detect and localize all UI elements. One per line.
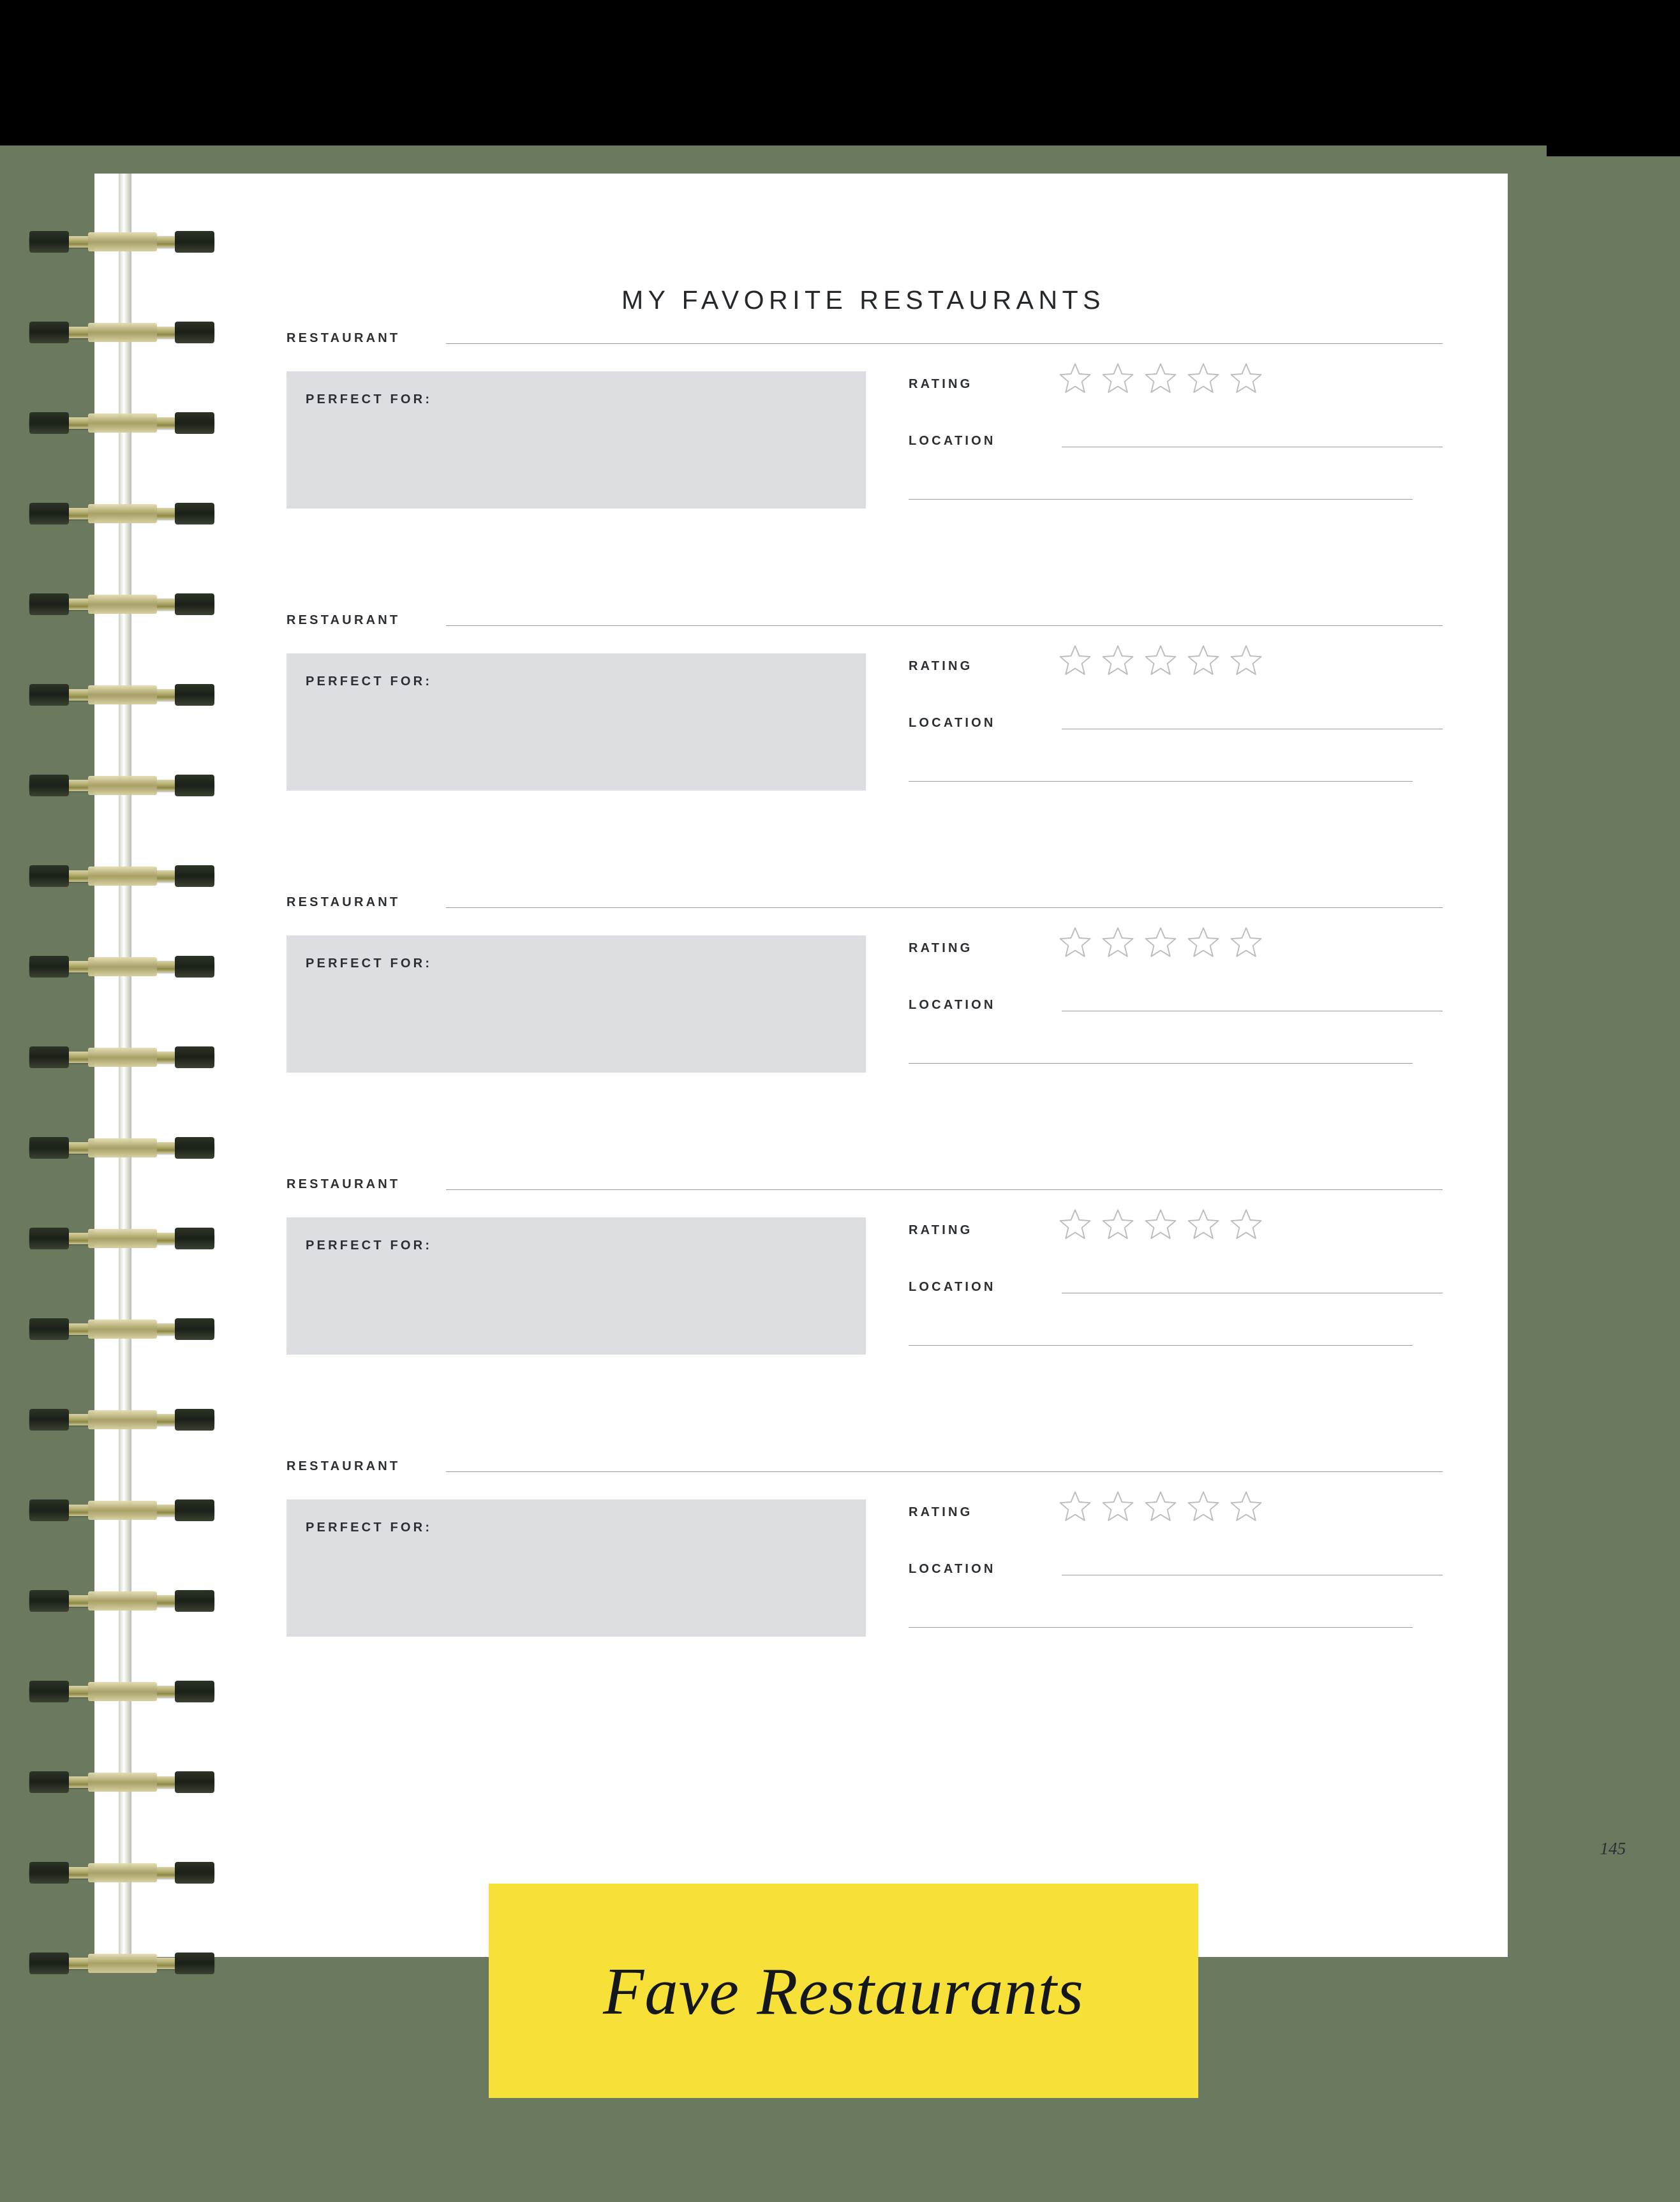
restaurant-write-line[interactable] [446, 343, 1443, 344]
star-icon[interactable] [1228, 1488, 1265, 1525]
spiral-coil [29, 1950, 214, 1977]
location-label: LOCATION [909, 434, 996, 448]
notes-write-line[interactable] [909, 499, 1413, 500]
star-icon[interactable] [1142, 1206, 1179, 1243]
restaurant-entry [286, 1173, 1443, 1454]
restaurant-label: RESTAURANT [286, 1459, 401, 1473]
notes-write-line[interactable] [909, 1063, 1413, 1064]
rating-label: RATING [909, 376, 973, 391]
star-icon[interactable] [1099, 924, 1136, 961]
notes-write-line[interactable] [909, 781, 1413, 782]
restaurant-name-field[interactable] [286, 1455, 1443, 1478]
journal-page [219, 174, 1508, 1957]
restaurant-name-field[interactable] [286, 609, 1443, 632]
spiral-coil [29, 319, 214, 346]
star-icon[interactable] [1057, 1488, 1094, 1525]
star-icon[interactable] [1228, 924, 1265, 961]
rating-label: RATING [909, 1505, 973, 1519]
star-icon[interactable] [1142, 924, 1179, 961]
star-icon[interactable] [1099, 1488, 1136, 1525]
star-icon[interactable] [1099, 1206, 1136, 1243]
star-icon[interactable] [1142, 360, 1179, 397]
restaurant-write-line[interactable] [446, 625, 1443, 626]
star-rating[interactable] [1057, 371, 1265, 397]
star-icon[interactable] [1099, 360, 1136, 397]
restaurant-entry [286, 891, 1443, 1172]
star-icon[interactable] [1228, 1206, 1265, 1243]
restaurant-label: RESTAURANT [286, 1177, 401, 1191]
perfect-for-label: PERFECT FOR: [306, 1521, 433, 1535]
star-icon[interactable] [1057, 1206, 1094, 1243]
spiral-coil [29, 1134, 214, 1161]
spiral-coil [29, 1225, 214, 1252]
restaurant-label: RESTAURANT [286, 895, 401, 909]
spiral-coil [29, 1769, 214, 1796]
rating-row [909, 1217, 1443, 1243]
star-icon[interactable] [1185, 1488, 1222, 1525]
restaurant-name-field[interactable] [286, 327, 1443, 350]
spiral-coil [29, 863, 214, 889]
spiral-coil [29, 1678, 214, 1705]
perfect-for-field[interactable] [286, 653, 866, 791]
location-field[interactable] [909, 716, 1443, 731]
rating-row [909, 1499, 1443, 1525]
star-rating[interactable] [1057, 653, 1265, 679]
notes-write-line[interactable] [909, 1627, 1413, 1628]
location-label: LOCATION [909, 998, 996, 1012]
perfect-for-field[interactable] [286, 1217, 866, 1355]
spiral-coil [29, 228, 214, 255]
star-rating[interactable] [1057, 1499, 1265, 1525]
location-label: LOCATION [909, 716, 996, 730]
star-icon[interactable] [1228, 360, 1265, 397]
restaurant-entry [286, 1455, 1443, 1736]
perfect-for-field[interactable] [286, 935, 866, 1073]
section-tab-label: Fave Restaurants [603, 1953, 1084, 2028]
star-icon[interactable] [1057, 924, 1094, 961]
section-tab [489, 1884, 1198, 2098]
restaurant-name-field[interactable] [286, 891, 1443, 914]
location-label: LOCATION [909, 1562, 996, 1576]
restaurant-label: RESTAURANT [286, 613, 401, 627]
spiral-coil [29, 953, 214, 980]
location-field[interactable] [909, 1562, 1443, 1577]
location-field[interactable] [909, 434, 1443, 449]
spiral-coil [29, 681, 214, 708]
cover-corner-notch [1547, 145, 1680, 156]
rating-label: RATING [909, 941, 973, 955]
star-icon[interactable] [1099, 642, 1136, 679]
spiral-coil [29, 1588, 214, 1614]
perfect-for-label: PERFECT FOR: [306, 674, 433, 688]
perfect-for-field[interactable] [286, 371, 866, 509]
perfect-for-label: PERFECT FOR: [306, 956, 433, 971]
spiral-coil [29, 500, 214, 527]
restaurant-label: RESTAURANT [286, 331, 401, 345]
location-field[interactable] [909, 1280, 1443, 1295]
restaurant-write-line[interactable] [446, 1189, 1443, 1190]
rating-label: RATING [909, 658, 973, 673]
rating-row [909, 935, 1443, 961]
spiral-coil [29, 1316, 214, 1343]
star-icon[interactable] [1142, 642, 1179, 679]
star-icon[interactable] [1057, 360, 1094, 397]
star-icon[interactable] [1228, 642, 1265, 679]
spiral-coil [29, 1859, 214, 1886]
perfect-for-field[interactable] [286, 1499, 866, 1637]
spiral-coil [29, 410, 214, 436]
restaurant-name-field[interactable] [286, 1173, 1443, 1196]
spiral-coil [29, 1044, 214, 1071]
star-rating[interactable] [1057, 1217, 1265, 1243]
page-number: 145 [1600, 1839, 1626, 1858]
spiral-coil [29, 772, 214, 799]
rating-row [909, 653, 1443, 679]
restaurant-write-line[interactable] [446, 907, 1443, 908]
perfect-for-label: PERFECT FOR: [306, 392, 433, 406]
location-label: LOCATION [909, 1280, 996, 1294]
notes-write-line[interactable] [909, 1345, 1413, 1346]
spiral-coil [29, 591, 214, 618]
restaurant-entry [286, 327, 1443, 607]
star-icon[interactable] [1185, 360, 1222, 397]
star-icon[interactable] [1185, 1206, 1222, 1243]
rating-label: RATING [909, 1223, 973, 1237]
star-icon[interactable] [1185, 924, 1222, 961]
spiral-coil [29, 1497, 214, 1524]
spiral-coil [29, 1406, 214, 1433]
restaurant-write-line[interactable] [446, 1471, 1443, 1472]
star-icon[interactable] [1185, 642, 1222, 679]
page-title: MY FAVORITE RESTAURANTS [621, 285, 1105, 315]
restaurant-entry [286, 609, 1443, 889]
perfect-for-label: PERFECT FOR: [306, 1239, 433, 1253]
star-rating[interactable] [1057, 935, 1265, 961]
location-field[interactable] [909, 998, 1443, 1013]
rating-row [909, 371, 1443, 397]
star-icon[interactable] [1057, 642, 1094, 679]
star-icon[interactable] [1142, 1488, 1179, 1525]
